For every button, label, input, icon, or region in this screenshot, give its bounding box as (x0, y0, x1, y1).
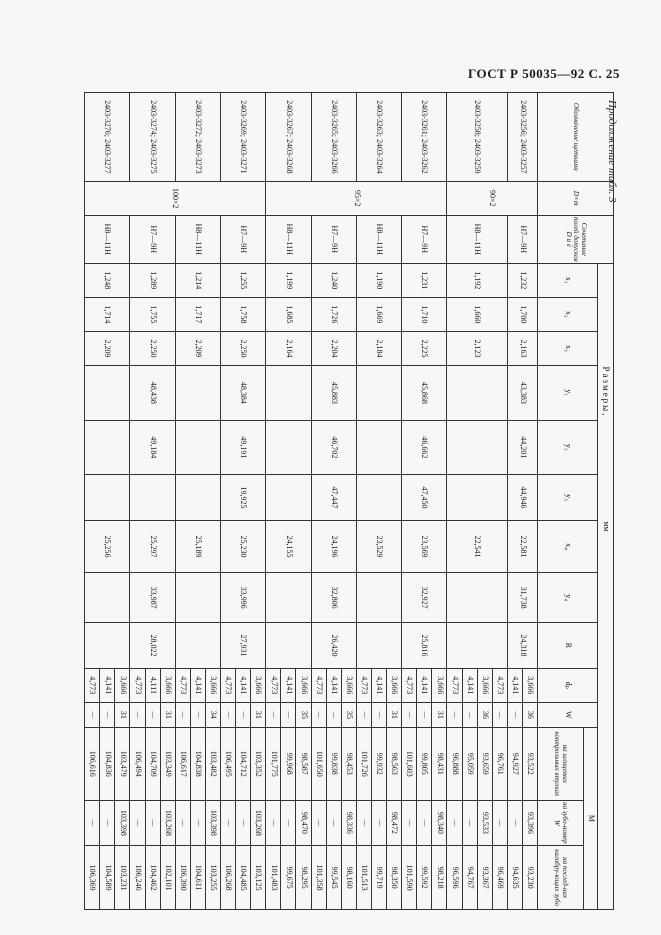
w-cell: 31 (115, 702, 130, 727)
dimensions-group-header: Размеры, (598, 263, 614, 520)
m3-cell: 96,596 (447, 846, 462, 910)
m2-cell: 98,470 (296, 800, 311, 846)
m1-cell: 99,838 (326, 727, 341, 800)
w-cell: — (402, 702, 417, 727)
m1-cell: 96,761 (492, 727, 507, 800)
w-cell: 35 (341, 702, 356, 727)
dp-cell: 3,666 (522, 668, 537, 702)
dxm-cell: 100×2 (85, 181, 266, 215)
m1-cell: 101,603 (402, 727, 417, 800)
w-cell: — (266, 702, 281, 727)
fit-cell: H8—11H (447, 215, 507, 263)
dp-cell: 4,141 (236, 668, 251, 702)
col-w-header: W (538, 702, 598, 727)
m3-cell: 106,369 (85, 846, 100, 910)
m3-cell: 103,255 (205, 846, 220, 910)
m1-cell: 99,805 (417, 727, 432, 800)
w-cell: — (130, 702, 145, 727)
y3-cell (130, 475, 175, 521)
table-row (205, 93, 220, 910)
m1-cell: 101,775 (266, 727, 281, 800)
y2-cell (175, 420, 220, 475)
x2-cell: 1,755 (130, 297, 175, 331)
x1-cell: 1,192 (447, 263, 507, 297)
m2-cell: — (417, 800, 432, 846)
w-cell: 31 (387, 702, 402, 727)
w-cell: 36 (522, 702, 537, 727)
col-m-header: M (584, 727, 598, 909)
x3-cell: 2,225 (402, 331, 447, 365)
fit-cell: H7—9H (221, 215, 266, 263)
y3-cell: 19,925 (221, 475, 266, 521)
y1-cell: 48,384 (221, 366, 266, 421)
m2-cell: — (221, 800, 236, 846)
x3-cell: 2,184 (356, 331, 401, 365)
table-row (387, 93, 402, 910)
m1-cell: 103,479 (115, 727, 130, 800)
table-row (341, 93, 356, 910)
x1-cell: 1,240 (311, 263, 356, 297)
r-cell (447, 623, 507, 669)
col-designation-header: Обозначение щетками (538, 93, 614, 182)
m3-cell: 104,611 (190, 846, 205, 910)
designation-cell: 2403-3272; 2403-3273 (175, 93, 220, 182)
x2-cell: 1,669 (356, 297, 401, 331)
m2-cell: 98,336 (341, 800, 356, 846)
y2-cell (447, 420, 507, 475)
x4-cell: 25,230 (221, 520, 266, 572)
x4-cell: 25,256 (85, 520, 130, 572)
col-dxm-header: D×m (538, 181, 614, 215)
m3-cell: 101,483 (266, 846, 281, 910)
m1-cell: 106,617 (175, 727, 190, 800)
m3-cell: 106,246 (130, 846, 145, 910)
r-cell: 24,318 (507, 623, 537, 669)
m3-cell: 93,367 (477, 846, 492, 910)
dp-cell: 4,773 (402, 668, 417, 702)
fit-cell: H8—11H (85, 215, 130, 263)
m1-cell: 106,494 (130, 727, 145, 800)
m1-cell: 104,712 (236, 727, 251, 800)
x3-cell: 2,209 (85, 331, 130, 365)
m2-cell: — (462, 800, 477, 846)
dp-cell: 3,666 (160, 668, 175, 702)
dp-cell: 4,773 (221, 668, 236, 702)
x2-cell: 1,717 (175, 297, 220, 331)
y1-cell: 45,868 (402, 366, 447, 421)
m2-cell: — (492, 800, 507, 846)
y4-cell (447, 573, 507, 623)
unit-header: мм (598, 520, 614, 909)
fit-cell: H7—9H (311, 215, 356, 263)
dp-cell: 4,773 (447, 668, 462, 702)
y2-cell: 46,662 (402, 420, 447, 475)
designation-cell: 2403-3276; 2403-3277 (85, 93, 130, 182)
dp-cell: 4,111 (145, 668, 160, 702)
x3-cell: 2,204 (311, 331, 356, 365)
m2-cell: 98,472 (387, 800, 402, 846)
designation-cell: 2403-3263; 2403-3264 (356, 93, 401, 182)
w-cell: 34 (205, 702, 220, 727)
y3-cell (356, 475, 401, 521)
table-row (115, 93, 130, 910)
m3-cell: 106,390 (175, 846, 190, 910)
col-y2-header: y₂ (538, 420, 598, 475)
table-row (432, 93, 447, 910)
y4-cell (266, 573, 311, 623)
m2-cell: — (311, 800, 326, 846)
dp-cell: 3,666 (341, 668, 356, 702)
m2-cell: — (356, 800, 371, 846)
col-m2-header: на зубо-номер W (538, 800, 584, 846)
m3-cell: 101,513 (356, 846, 371, 910)
fit-cell: H7—9H (402, 215, 447, 263)
dp-cell: 4,773 (356, 668, 371, 702)
col-r-header: R (538, 623, 598, 669)
y2-cell: 49,191 (221, 420, 266, 475)
m2-cell: — (145, 800, 160, 846)
col-fit-header: Сочетание полей допусков D и e (538, 215, 614, 263)
x4-cell: 22,541 (447, 520, 507, 572)
m1-cell: 106,616 (85, 727, 100, 800)
w-cell: — (175, 702, 190, 727)
y1-cell (85, 366, 130, 421)
w-cell: — (145, 702, 160, 727)
y2-cell: 49,184 (130, 420, 175, 475)
w-cell: — (371, 702, 386, 727)
r-cell (356, 623, 401, 669)
fit-cell: H8—11H (266, 215, 311, 263)
y3-cell: 47,447 (311, 475, 356, 521)
x4-cell: 25,297 (130, 520, 175, 572)
x3-cell: 2,250 (130, 331, 175, 365)
y1-cell: 45,883 (311, 366, 356, 421)
dxm-cell: 90×2 (447, 181, 538, 215)
m2-cell: 103,268 (160, 800, 175, 846)
m2-cell: — (402, 800, 417, 846)
y2-cell (266, 420, 311, 475)
designation-cell: 2403-3258; 2403-3259 (447, 93, 507, 182)
m2-cell: 93,533 (477, 800, 492, 846)
m1-cell: 93,659 (477, 727, 492, 800)
x2-cell: 1,714 (85, 297, 130, 331)
table-row (522, 93, 537, 910)
y1-cell: 43,383 (507, 366, 537, 421)
m1-cell: 104,836 (100, 727, 115, 800)
table-row (160, 93, 175, 910)
dp-cell: 4,141 (371, 668, 386, 702)
m2-cell: — (100, 800, 115, 846)
m3-cell: 104,589 (100, 846, 115, 910)
m1-cell: 104,838 (190, 727, 205, 800)
y3-cell: 47,450 (402, 475, 447, 521)
w-cell: 36 (477, 702, 492, 727)
m2-cell: 93,396 (522, 800, 537, 846)
m3-cell: 104,485 (236, 846, 251, 910)
m1-cell: 98,453 (341, 727, 356, 800)
m3-cell: 101,590 (402, 846, 417, 910)
y1-cell (175, 366, 220, 421)
x3-cell: 2,123 (447, 331, 507, 365)
y1-cell: 48,438 (130, 366, 175, 421)
m1-cell: 101,650 (311, 727, 326, 800)
table-row (251, 93, 266, 910)
col-y1-header: y₁ (538, 366, 598, 421)
m3-cell: 99,719 (371, 846, 386, 910)
table-row (492, 93, 507, 910)
w-cell: — (236, 702, 251, 727)
m2-cell: — (371, 800, 386, 846)
w-cell: — (190, 702, 205, 727)
y4-cell: 31,738 (507, 573, 537, 623)
m3-cell: 98,350 (387, 846, 402, 910)
dp-cell: 3,666 (251, 668, 266, 702)
col-y3-header: y₃ (538, 475, 598, 521)
r-cell: 25,816 (402, 623, 447, 669)
m1-cell: 104,709 (145, 727, 160, 800)
y4-cell (175, 573, 220, 623)
y2-cell: 46,702 (311, 420, 356, 475)
col-x3-header: x₃ (538, 331, 598, 365)
m2-cell: — (236, 800, 251, 846)
x1-cell: 1,190 (356, 263, 401, 297)
x1-cell: 1,289 (130, 263, 175, 297)
m3-cell: 106,268 (221, 846, 236, 910)
x4-cell: 25,189 (175, 520, 220, 572)
dp-cell: 3,666 (205, 668, 220, 702)
w-cell: 31 (251, 702, 266, 727)
fit-cell: H8—11H (175, 215, 220, 263)
y1-cell (356, 366, 401, 421)
dp-cell: 4,141 (326, 668, 341, 702)
x2-cell: 1,660 (447, 297, 507, 331)
table-stage (84, 92, 614, 910)
m3-cell: 98,218 (432, 846, 447, 910)
x3-cell: 2,209 (175, 331, 220, 365)
dp-cell: 4,773 (175, 668, 190, 702)
dp-cell: 3,666 (477, 668, 492, 702)
x4-cell: 23,569 (402, 520, 447, 572)
x1-cell: 1,231 (402, 263, 447, 297)
m2-cell: — (326, 800, 341, 846)
designation-cell: 2403-3261; 2403-3262 (402, 93, 447, 182)
x3-cell: 2,250 (221, 331, 266, 365)
m2-cell: — (190, 800, 205, 846)
fit-cell: H7—9H (130, 215, 175, 263)
designation-cell: 2403-3274; 2403-3275 (130, 93, 175, 182)
x4-cell: 24,196 (311, 520, 356, 572)
w-cell: 31 (160, 702, 175, 727)
x2-cell: 1,685 (266, 297, 311, 331)
designation-cell: 2403-3256; 2403-3257 (507, 93, 537, 182)
dp-cell: 3,666 (387, 668, 402, 702)
y2-cell (356, 420, 401, 475)
y4-cell: 33,987 (130, 573, 175, 623)
x2-cell: 1,726 (311, 297, 356, 331)
m1-cell: 94,927 (507, 727, 522, 800)
x1-cell: 1,255 (221, 263, 266, 297)
y4-cell: 32,806 (311, 573, 356, 623)
m3-cell: 99,592 (417, 846, 432, 910)
fit-cell: H7—9H (507, 215, 537, 263)
m2-cell: 103,268 (251, 800, 266, 846)
m3-cell: 99,545 (326, 846, 341, 910)
r-cell: 26,420 (311, 623, 356, 669)
dp-cell: 4,141 (190, 668, 205, 702)
x3-cell: 2,164 (266, 331, 311, 365)
col-x2-header: x₂ (538, 297, 598, 331)
r-cell (85, 623, 130, 669)
y4-cell: 33,996 (221, 573, 266, 623)
dp-cell: 3,666 (115, 668, 130, 702)
table-continuation-caption: Продолжение табл. 3 (606, 100, 618, 203)
m1-cell: 99,968 (281, 727, 296, 800)
designation-cell: 2403-3267; 2403-3268 (266, 93, 311, 182)
x2-cell: 1,710 (402, 297, 447, 331)
m2-cell: 103,398 (205, 800, 220, 846)
y3-cell (266, 475, 311, 521)
x4-cell: 24,155 (266, 520, 311, 572)
col-x1-header: x₁ (538, 263, 598, 297)
x1-cell: 1,232 (507, 263, 537, 297)
m3-cell: 94,767 (462, 846, 477, 910)
y4-cell: 32,927 (402, 573, 447, 623)
m3-cell: 103,125 (251, 846, 266, 910)
dp-cell: 4,773 (85, 668, 100, 702)
fit-cell: H8—11H (356, 215, 401, 263)
w-cell: — (356, 702, 371, 727)
dp-cell: 4,141 (281, 668, 296, 702)
w-cell: — (221, 702, 236, 727)
y4-cell (356, 573, 401, 623)
y3-cell (85, 475, 130, 521)
w-cell: — (100, 702, 115, 727)
w-cell: — (281, 702, 296, 727)
dp-cell: 4,141 (507, 668, 522, 702)
m2-cell: 103,398 (115, 800, 130, 846)
table-row (296, 93, 311, 910)
w-cell: — (492, 702, 507, 727)
m1-cell: 98,563 (387, 727, 402, 800)
w-cell: — (447, 702, 462, 727)
y2-cell: 44,201 (507, 420, 537, 475)
dp-cell: 4,141 (100, 668, 115, 702)
w-cell: — (85, 702, 100, 727)
m2-cell: — (266, 800, 281, 846)
m2-cell: — (85, 800, 100, 846)
w-cell: — (462, 702, 477, 727)
x4-cell: 23,529 (356, 520, 401, 572)
r-cell: 27,931 (221, 623, 266, 669)
w-cell: 35 (296, 702, 311, 727)
col-m1-header: на шлицевых контрольных втулках (538, 727, 584, 800)
x1-cell: 1,199 (266, 263, 311, 297)
y3-cell (175, 475, 220, 521)
m2-cell: — (447, 800, 462, 846)
w-cell: — (311, 702, 326, 727)
w-cell: 31 (432, 702, 447, 727)
w-cell: — (507, 702, 522, 727)
page-header: ГОСТ Р 50035—92 С. 25 (468, 66, 620, 81)
m1-cell: 96,888 (447, 727, 462, 800)
y2-cell (85, 420, 130, 475)
r-cell (175, 623, 220, 669)
m3-cell: 94,635 (507, 846, 522, 910)
m3-cell: 98,295 (296, 846, 311, 910)
x2-cell: 1,758 (221, 297, 266, 331)
dimension-table (84, 92, 614, 910)
dp-cell: 4,141 (417, 668, 432, 702)
m3-cell: 103,231 (115, 846, 130, 910)
r-cell (266, 623, 311, 669)
col-dp-header: dₚ (538, 668, 598, 702)
col-y4-header: y₄ (538, 573, 598, 623)
x2-cell: 1,700 (507, 297, 537, 331)
y3-cell: 44,946 (507, 475, 537, 521)
m1-cell: 98,431 (432, 727, 447, 800)
m2-cell: 98,340 (432, 800, 447, 846)
dxm-cell: 95×2 (266, 181, 447, 215)
m3-cell: 96,469 (492, 846, 507, 910)
dp-cell: 4,773 (311, 668, 326, 702)
m2-cell: — (175, 800, 190, 846)
x1-cell: 1,248 (85, 263, 130, 297)
y4-cell (85, 573, 130, 623)
dp-cell: 4,773 (492, 668, 507, 702)
col-m3-header: на послед-них калибру-ющих зубо (538, 846, 584, 910)
m3-cell: 101,358 (311, 846, 326, 910)
w-cell: — (326, 702, 341, 727)
m1-cell: 103,352 (251, 727, 266, 800)
dp-cell: 4,773 (266, 668, 281, 702)
designation-cell: 2403-3265; 2403-3266 (311, 93, 356, 182)
m1-cell: 103,482 (205, 727, 220, 800)
m1-cell: 103,349 (160, 727, 175, 800)
x3-cell: 2,163 (507, 331, 537, 365)
m3-cell: 102,101 (160, 846, 175, 910)
m1-cell: 95,059 (462, 727, 477, 800)
designation-cell: 2403-3269; 2403-3271 (221, 93, 266, 182)
m3-cell: 99,675 (281, 846, 296, 910)
r-cell: 28,022 (130, 623, 175, 669)
m2-cell: — (507, 800, 522, 846)
m1-cell: 98,587 (296, 727, 311, 800)
m2-cell: — (281, 800, 296, 846)
m1-cell: 106,495 (221, 727, 236, 800)
m3-cell: 104,462 (145, 846, 160, 910)
dp-cell: 3,666 (432, 668, 447, 702)
col-x4-header: x₄ (538, 520, 598, 572)
m1-cell: 93,522 (522, 727, 537, 800)
dp-cell: 4,141 (462, 668, 477, 702)
y1-cell (447, 366, 507, 421)
x4-cell: 22,581 (507, 520, 537, 572)
y3-cell (447, 475, 507, 521)
dp-cell: 4,773 (130, 668, 145, 702)
m3-cell: 98,160 (341, 846, 356, 910)
m3-cell: 93,230 (522, 846, 537, 910)
dp-cell: 3,666 (296, 668, 311, 702)
m2-cell: — (130, 800, 145, 846)
w-cell: — (417, 702, 432, 727)
y1-cell (266, 366, 311, 421)
x1-cell: 1,214 (175, 263, 220, 297)
m1-cell: 101,726 (356, 727, 371, 800)
m1-cell: 99,932 (371, 727, 386, 800)
